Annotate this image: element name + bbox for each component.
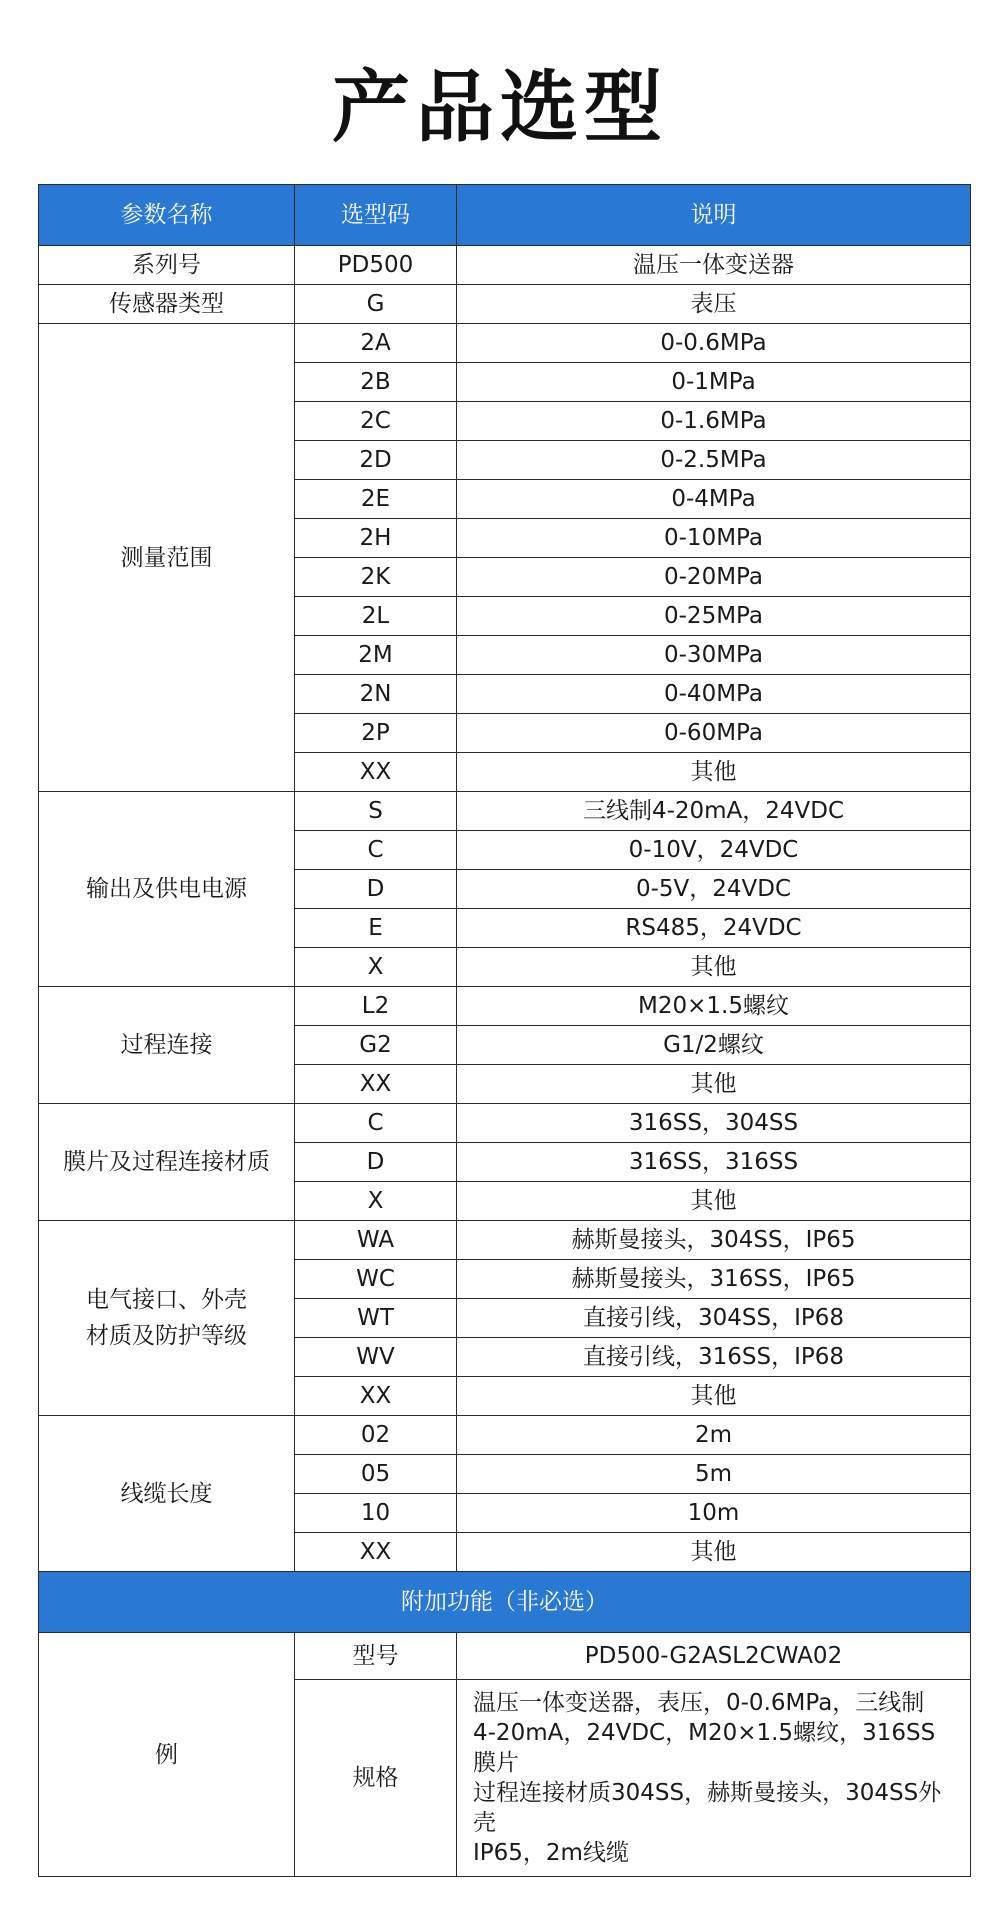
desc-cell: 0-30MPa: [457, 636, 971, 675]
param-cell-process: 过程连接: [39, 987, 295, 1104]
code-cell: C: [295, 831, 457, 870]
example-model-value: PD500-G2ASL2CWA02: [457, 1633, 971, 1680]
param-cell-electrical: [39, 1221, 295, 1416]
code-cell: G2: [295, 1026, 457, 1065]
desc-cell: 其他: [457, 753, 971, 792]
param-cell-range: 测量范围: [39, 324, 295, 792]
desc-cell: 316SS，304SS: [457, 1104, 971, 1143]
table-row: [39, 792, 971, 831]
code-cell: L2: [295, 987, 457, 1026]
desc-cell: 其他: [457, 1182, 971, 1221]
selection-table: [38, 184, 971, 1877]
desc-cell: 0-20MPa: [457, 558, 971, 597]
code-cell: WV: [295, 1338, 457, 1377]
spec-line: IP65，2m线缆: [473, 1840, 629, 1866]
desc-cell: 直接引线，304SS，IP68: [457, 1299, 971, 1338]
table-row: [39, 1104, 971, 1143]
header-param: 参数名称: [39, 185, 295, 246]
desc-cell: 0-40MPa: [457, 675, 971, 714]
code-cell: XX: [295, 1065, 457, 1104]
table-row: [39, 1221, 971, 1260]
code-cell: 2C: [295, 402, 457, 441]
page-title: 产品选型: [331, 63, 668, 153]
desc-cell: 0-10MPa: [457, 519, 971, 558]
desc-cell: 直接引线，316SS，IP68: [457, 1338, 971, 1377]
addon-row: [39, 1572, 971, 1633]
code-cell: 2K: [295, 558, 457, 597]
param-cell: 系列号: [39, 246, 295, 285]
desc-cell: 0-0.6MPa: [457, 324, 971, 363]
desc-cell: M20×1.5螺纹: [457, 987, 971, 1026]
desc-cell: 赫斯曼接头，316SS，IP65: [457, 1260, 971, 1299]
code-cell: XX: [295, 1377, 457, 1416]
addon-title: 附加功能（非必选）: [39, 1572, 971, 1633]
table-row: [39, 324, 971, 363]
param-cell: 传感器类型: [39, 285, 295, 324]
spec-line: 温压一体变送器，表压，0-0.6MPa，三线制: [473, 1690, 925, 1716]
desc-cell: 其他: [457, 1533, 971, 1572]
example-model-label: 型号: [295, 1633, 457, 1680]
code-cell: E: [295, 909, 457, 948]
code-cell: 2M: [295, 636, 457, 675]
code-cell: D: [295, 1143, 457, 1182]
desc-cell: 三线制4-20mA，24VDC: [457, 792, 971, 831]
desc-cell: 10m: [457, 1494, 971, 1533]
header-code: 选型码: [295, 185, 457, 246]
code-cell: S: [295, 792, 457, 831]
desc-cell: 0-1MPa: [457, 363, 971, 402]
code-cell: 02: [295, 1416, 457, 1455]
desc-cell: 其他: [457, 1377, 971, 1416]
spec-line: 过程连接材质304SS，赫斯曼接头，304SS外壳: [473, 1780, 942, 1836]
code-cell: 2P: [295, 714, 457, 753]
desc-cell: 316SS，316SS: [457, 1143, 971, 1182]
code-cell: PD500: [295, 246, 457, 285]
code-cell: 2L: [295, 597, 457, 636]
code-cell: 2N: [295, 675, 457, 714]
desc-cell: 0-25MPa: [457, 597, 971, 636]
desc-cell: 2m: [457, 1416, 971, 1455]
code-cell: 10: [295, 1494, 457, 1533]
code-cell: 2A: [295, 324, 457, 363]
code-cell: WA: [295, 1221, 457, 1260]
table-header-row: [39, 185, 971, 246]
desc-cell: 其他: [457, 948, 971, 987]
desc-cell: RS485，24VDC: [457, 909, 971, 948]
example-model-row: [39, 1633, 971, 1680]
param-cell-cable: 线缆长度: [39, 1416, 295, 1572]
desc-cell: 0-60MPa: [457, 714, 971, 753]
code-cell: WC: [295, 1260, 457, 1299]
electrical-name-line1: 电气接口、外壳: [86, 1287, 247, 1313]
code-cell: WT: [295, 1299, 457, 1338]
code-cell: X: [295, 1182, 457, 1221]
table-row: [39, 1416, 971, 1455]
code-cell: 2D: [295, 441, 457, 480]
code-cell: G: [295, 285, 457, 324]
code-cell: XX: [295, 1533, 457, 1572]
table-row: [39, 987, 971, 1026]
table-row: [39, 246, 971, 285]
desc-cell: 赫斯曼接头，304SS，IP65: [457, 1221, 971, 1260]
spec-line: 4-20mA，24VDC，M20×1.5螺纹，316SS膜片: [473, 1720, 936, 1776]
desc-cell: 5m: [457, 1455, 971, 1494]
example-spec-label: 规格: [295, 1680, 457, 1877]
code-cell: 2H: [295, 519, 457, 558]
desc-cell: 0-2.5MPa: [457, 441, 971, 480]
electrical-name-line2: 材质及防护等级: [86, 1323, 247, 1349]
table-row: [39, 285, 971, 324]
desc-cell: G1/2螺纹: [457, 1026, 971, 1065]
example-label: 例: [39, 1633, 295, 1877]
header-desc: 说明: [457, 185, 971, 246]
desc-cell: 0-4MPa: [457, 480, 971, 519]
param-cell-output: 输出及供电电源: [39, 792, 295, 987]
code-cell: X: [295, 948, 457, 987]
code-cell: 2B: [295, 363, 457, 402]
code-cell: 2E: [295, 480, 457, 519]
desc-cell: 表压: [457, 285, 971, 324]
param-cell-diaphragm: 膜片及过程连接材质: [39, 1104, 295, 1221]
desc-cell: 0-1.6MPa: [457, 402, 971, 441]
desc-cell: 0-5V，24VDC: [457, 870, 971, 909]
desc-cell: 其他: [457, 1065, 971, 1104]
code-cell: 05: [295, 1455, 457, 1494]
example-spec-text: [457, 1680, 971, 1877]
desc-cell: 0-10V，24VDC: [457, 831, 971, 870]
desc-cell: 温压一体变送器: [457, 246, 971, 285]
code-cell: D: [295, 870, 457, 909]
code-cell: XX: [295, 753, 457, 792]
code-cell: C: [295, 1104, 457, 1143]
